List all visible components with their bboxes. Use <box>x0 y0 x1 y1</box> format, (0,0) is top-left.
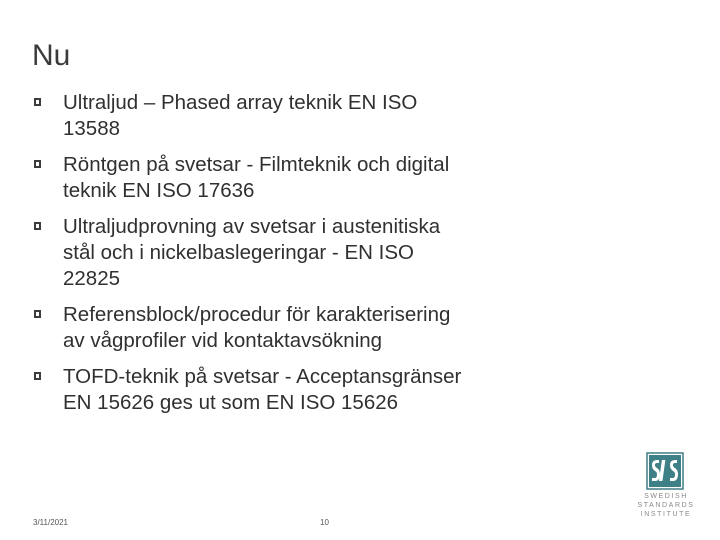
sis-logo-mark-icon <box>646 452 684 490</box>
logo-text-line: INSTITUTE <box>640 511 692 518</box>
bullet-item <box>34 214 554 292</box>
bullet-line: stål och i nickelbaslegeringar - EN ISO <box>63 241 414 264</box>
bullet-line: av vågprofiler vid kontaktavsökning <box>63 329 383 352</box>
bullet-line: Referensblock/procedur för karakterisering <box>63 303 451 326</box>
bullet-item <box>34 364 554 416</box>
bullet-line: Ultraljud – Phased array teknik EN ISO <box>63 91 418 114</box>
bullet-line: TOFD-teknik på svetsar - Acceptansgränser <box>63 365 462 388</box>
bullet-line: 13588 <box>63 117 121 140</box>
sis-logo <box>636 452 696 522</box>
slide-title: Nu <box>32 39 71 72</box>
bullet-line: EN 15626 ges ut som EN ISO 15626 <box>63 391 399 414</box>
logo-text-line: SWEDISH <box>644 493 688 500</box>
bullet-item <box>34 152 554 204</box>
page-number: 10 <box>320 518 329 527</box>
bullet-line: Ultraljudprovning av svetsar i austenitiska <box>63 215 441 238</box>
square-bullet-icon <box>34 372 42 381</box>
square-bullet-icon <box>34 310 42 319</box>
bullet-line: teknik EN ISO 17636 <box>63 179 255 202</box>
logo-text-line: STANDARDS <box>637 502 695 509</box>
square-bullet-icon <box>34 222 42 231</box>
bullet-item <box>34 302 554 354</box>
bullet-line: 22825 <box>63 267 121 290</box>
square-bullet-icon <box>34 160 42 169</box>
bullet-list <box>34 90 554 426</box>
square-bullet-icon <box>34 98 42 107</box>
bullet-item <box>34 90 554 142</box>
footer-date: 3/11/2021 <box>33 518 68 527</box>
bullet-line: Röntgen på svetsar - Filmteknik och digital <box>63 153 450 176</box>
